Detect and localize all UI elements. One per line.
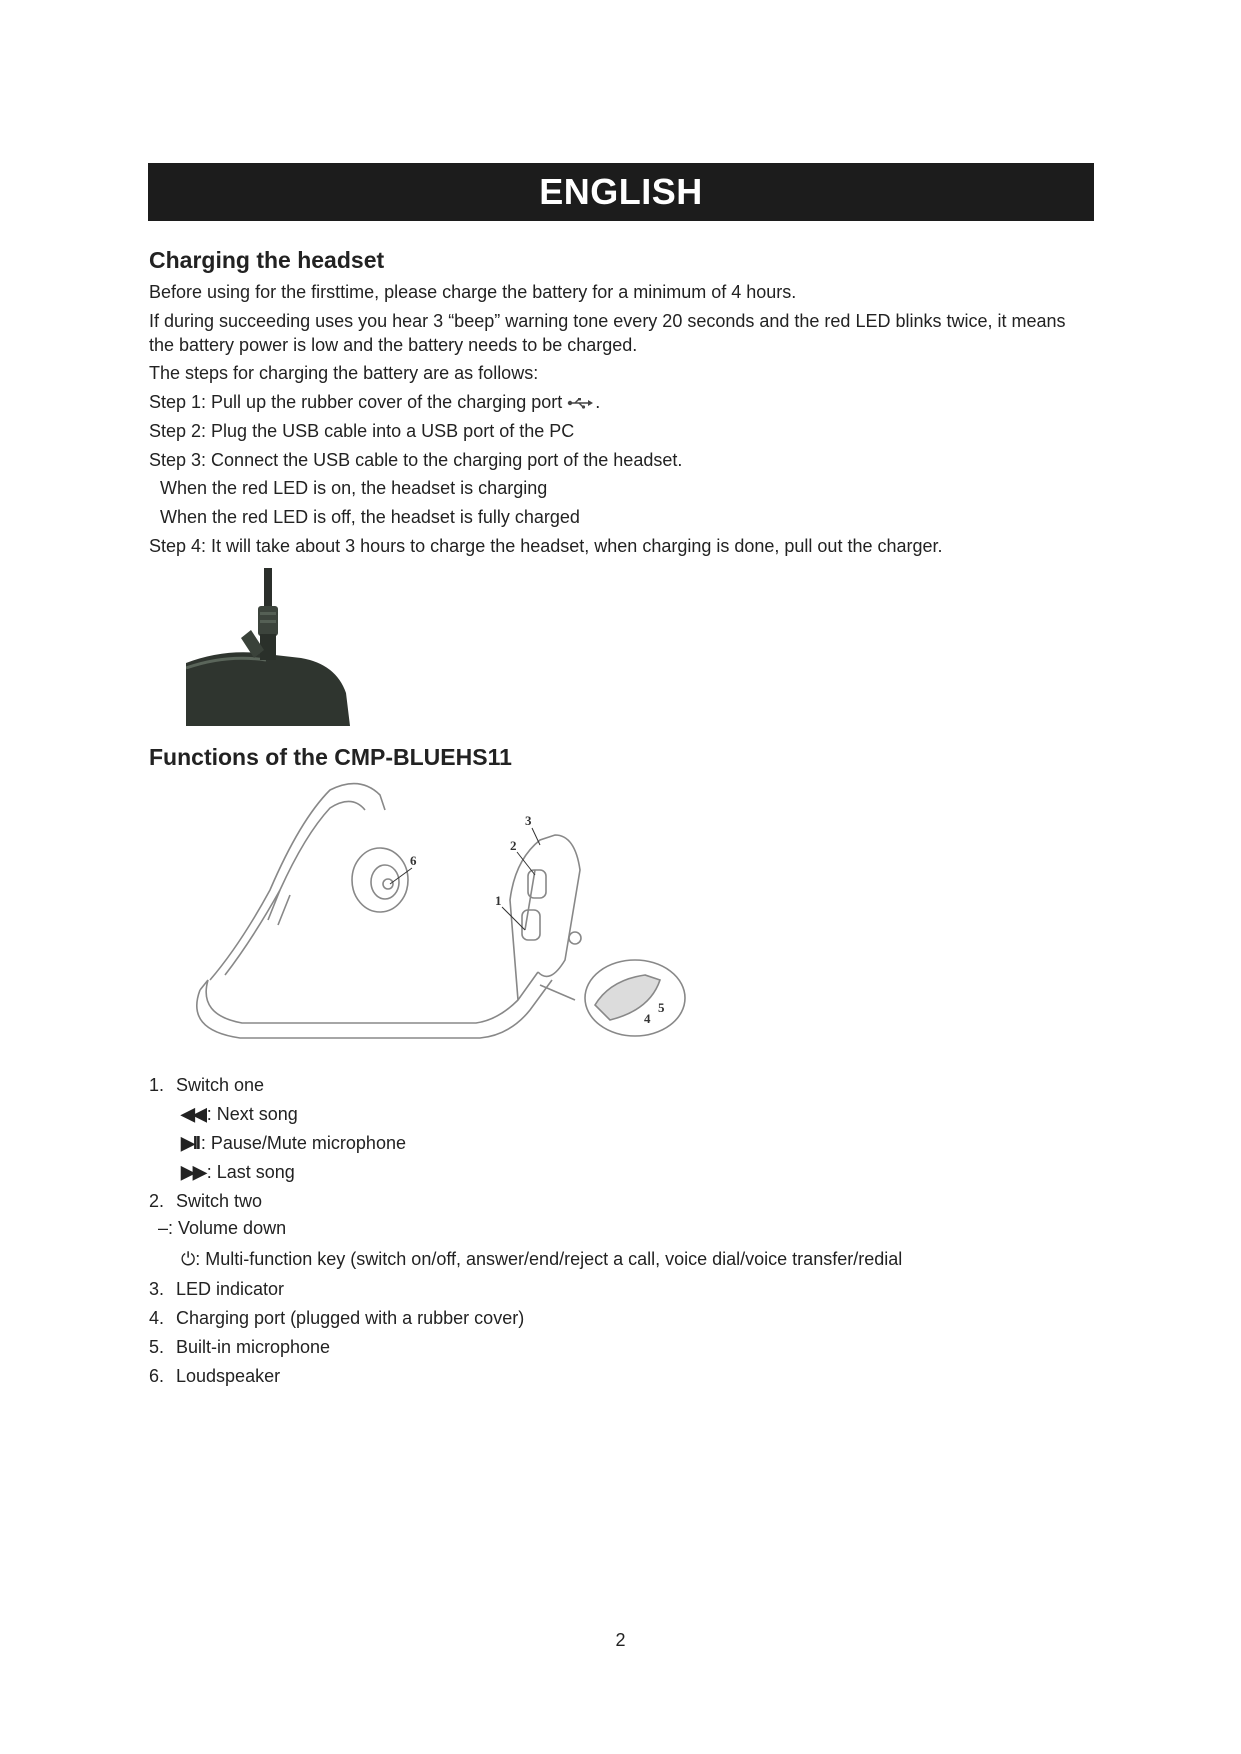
led-on-note: When the red LED is on, the headset is charging [160,478,548,498]
item-number: 2. [149,1191,165,1211]
switch-two-multifunction-text: : Multi-function key (switch on/off, answer/end/reject a call, voice dial/voice transfer/redial [195,1249,903,1269]
step-3: Step 3: Connect the USB cable to the charging port of the headset. [149,450,683,470]
function-item-4 [149,1306,524,1330]
step-4: Step 4: It will take about 3 hours to charge the headset, when charging is done, pull out the charger. [149,536,943,556]
item-label: Switch one [176,1075,265,1095]
switch-one-last [181,1160,295,1184]
function-item-3 [149,1277,284,1301]
switch-one-pause-text: : Pause/Mute microphone [200,1133,406,1153]
usb-icon [567,397,595,409]
switch-one-next-text: : Next song [206,1104,298,1124]
fast-forward-icon: ▶▶ [181,1162,205,1182]
function-item-2 [149,1189,262,1213]
item-number: 4. [149,1308,165,1328]
power-icon: ⏻ [181,1249,196,1269]
diagram-label-2: 2 [510,838,517,853]
switch-one-pause [181,1131,406,1155]
charging-warning: If during succeeding uses you hear 3 “beep” warning tone every 20 seconds and the red LED blinks twice, it means the battery power is low and the battery needs to be charged. [149,311,1066,355]
switch-two-volume-text: : Volume down [168,1218,287,1238]
diagram-label-3: 3 [525,813,532,828]
item-label: Charging port (plugged with a rubber cover) [176,1308,525,1328]
minus-icon: – [158,1218,169,1238]
play-pause-icon: ▶II [181,1133,199,1153]
diagram-label-1: 1 [495,893,502,908]
step-1-text: Step 1: Pull up the rubber cover of the charging port [149,392,563,412]
charging-photo [186,568,350,726]
headset-diagram [180,780,700,1055]
steps-intro: The steps for charging the battery are as follows: [149,363,539,383]
function-item-6 [149,1364,280,1388]
item-number: 1. [149,1075,165,1095]
switch-two-volume [158,1216,286,1240]
switch-one-next [181,1102,298,1126]
function-item-1 [149,1073,264,1097]
led-off-note: When the red LED is off, the headset is fully charged [160,507,580,527]
step-1 [149,390,600,414]
step-1-end: . [595,392,601,412]
switch-two-multifunction [181,1247,902,1271]
rewind-icon: ◀◀ [181,1104,205,1124]
item-label: Switch two [176,1191,263,1211]
item-label: Built-in microphone [176,1337,331,1357]
page-number: 2 [615,1630,626,1650]
functions-heading: Functions of the CMP-BLUEHS11 [149,744,512,770]
item-label: LED indicator [176,1279,285,1299]
diagram-label-5: 5 [658,1000,665,1015]
function-item-5 [149,1335,330,1359]
item-number: 5. [149,1337,165,1357]
item-number: 6. [149,1366,165,1386]
charging-intro: Before using for the firsttime, please charge the battery for a minimum of 4 hours. [149,282,797,302]
diagram-label-6: 6 [410,853,417,868]
switch-one-last-text: : Last song [206,1162,295,1182]
item-label: Loudspeaker [176,1366,281,1386]
step-2: Step 2: Plug the USB cable into a USB port of the PC [149,421,575,441]
item-number: 3. [149,1279,165,1299]
language-banner: ENGLISH [148,163,1094,221]
charging-heading: Charging the headset [149,247,385,273]
diagram-label-4: 4 [644,1011,651,1026]
